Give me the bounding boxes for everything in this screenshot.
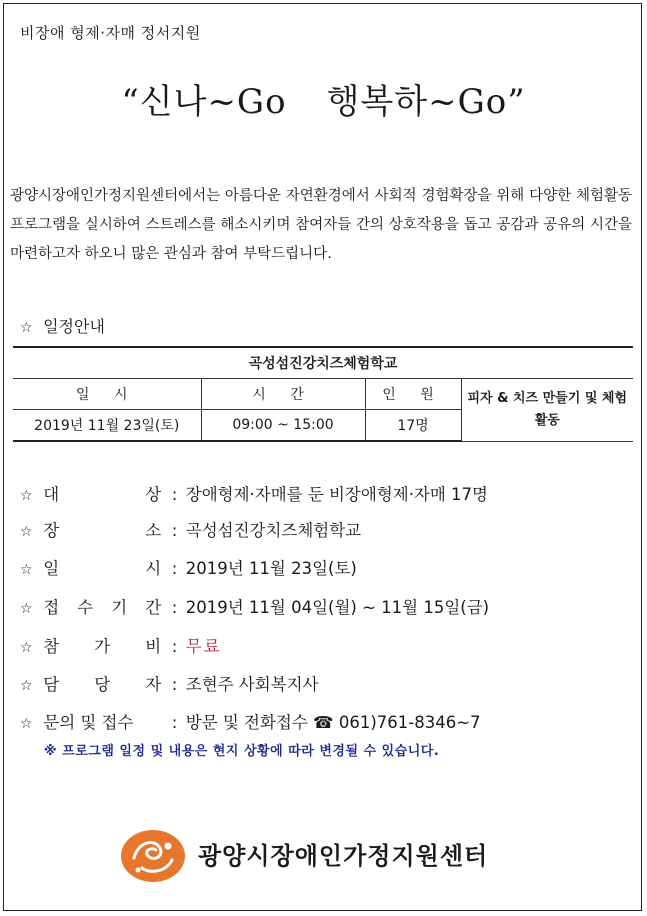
info-value: 곡성섬진강치즈체험학교 <box>185 521 362 540</box>
info-value: 2019년 11월 04일(월) ~ 11월 15일(금) <box>185 598 490 617</box>
schedule-heading <box>20 314 105 337</box>
star-outline-icon: ☆ <box>20 601 33 617</box>
page-title <box>0 74 647 123</box>
info-row-place: ☆ 장 소 : 곡성섬진강치즈체험학교 <box>20 517 361 541</box>
info-row-fee: ☆ 참 가 비 : 무료 <box>20 633 222 657</box>
cell-time: 09:00 ~ 15:00 <box>201 410 365 442</box>
info-label: 대 상 <box>43 485 162 504</box>
info-label: 장 소 <box>43 521 162 540</box>
notice-text: ※ 프로그램 일정 및 내용은 현지 상황에 따라 변경될 수 있습니다. <box>44 744 440 759</box>
star-outline-icon: ☆ <box>20 716 33 732</box>
info-label: 접 수 기 간 <box>43 598 162 617</box>
star-outline-icon: ☆ <box>20 320 33 336</box>
info-value: 장애형제·자매를 둔 비장애형제·자매 17명 <box>185 485 488 504</box>
info-value: 방문 및 전화접수 ☎ 061)761-8346~7 <box>185 713 481 732</box>
info-label: 문의 및 접수 <box>43 713 134 732</box>
organization-name: 광양시장애인가정지원센터 <box>198 842 489 870</box>
info-row-inquiry: ☆ 문의 및 접수 : 방문 및 전화접수 ☎ 061)761-8346~7 <box>20 709 481 733</box>
info-row-period: ☆ 접 수 기 간 : 2019년 11월 04일(월) ~ 11월 15일(금) <box>20 594 489 618</box>
subtitle: 비장애 형제·자매 정서지원 <box>20 24 201 42</box>
star-outline-icon: ☆ <box>20 640 33 656</box>
info-row-target: ☆ 대 상 : 장애형제·자매를 둔 비장애형제·자매 17명 <box>20 481 488 505</box>
info-label: 담 당 자 <box>43 675 162 694</box>
star-outline-icon: ☆ <box>20 488 33 504</box>
star-outline-icon: ☆ <box>20 562 33 578</box>
star-outline-icon: ☆ <box>20 678 33 694</box>
info-label: 참 가 비 <box>43 637 162 656</box>
info-label: 일 시 <box>43 559 162 578</box>
fee-value: 무료 <box>185 637 222 656</box>
schedule-table <box>13 346 633 442</box>
intro-paragraph: 광양시장애인가정지원센터에서는 아름다운 자연환경에서 사회적 경험확장을 위해 다양한 체험활동프로그램을 실시하여 스트레스를 해소시키며 참여자들 간의 상호작용을 돕고 공감과 공유의 시간을 마련하고자 하오니 많은 관심과 참여 부탁드립니다. <box>10 188 632 262</box>
organization-logo-icon <box>120 828 186 884</box>
cell-date: 2019년 11월 23일(토) <box>13 410 201 442</box>
info-row-date: ☆ 일 시 : 2019년 11월 23일(토) <box>20 555 357 579</box>
schedule-heading-text: 일정안내 <box>43 317 105 336</box>
header-time: 시 간 <box>201 379 365 410</box>
header-people: 인 원 <box>365 379 461 410</box>
info-row-contact-person: ☆ 담 당 자 : 조현주 사회복지사 <box>20 671 319 695</box>
title-part-1: “신나~Go <box>121 82 287 122</box>
page-frame <box>3 3 642 911</box>
schedule-activity: 피자 & 치즈 만들기 및 체험활동 <box>461 379 633 442</box>
info-value: 조현주 사회복지사 <box>185 675 319 694</box>
star-outline-icon: ☆ <box>20 524 33 540</box>
title-part-2: 행복하~Go” <box>326 82 526 122</box>
cell-people: 17명 <box>365 410 461 442</box>
info-value: 2019년 11월 23일(토) <box>185 559 357 578</box>
schedule-venue: 곡성섬진강치즈체험학교 <box>13 347 633 379</box>
header-date: 일 시 <box>13 379 201 410</box>
